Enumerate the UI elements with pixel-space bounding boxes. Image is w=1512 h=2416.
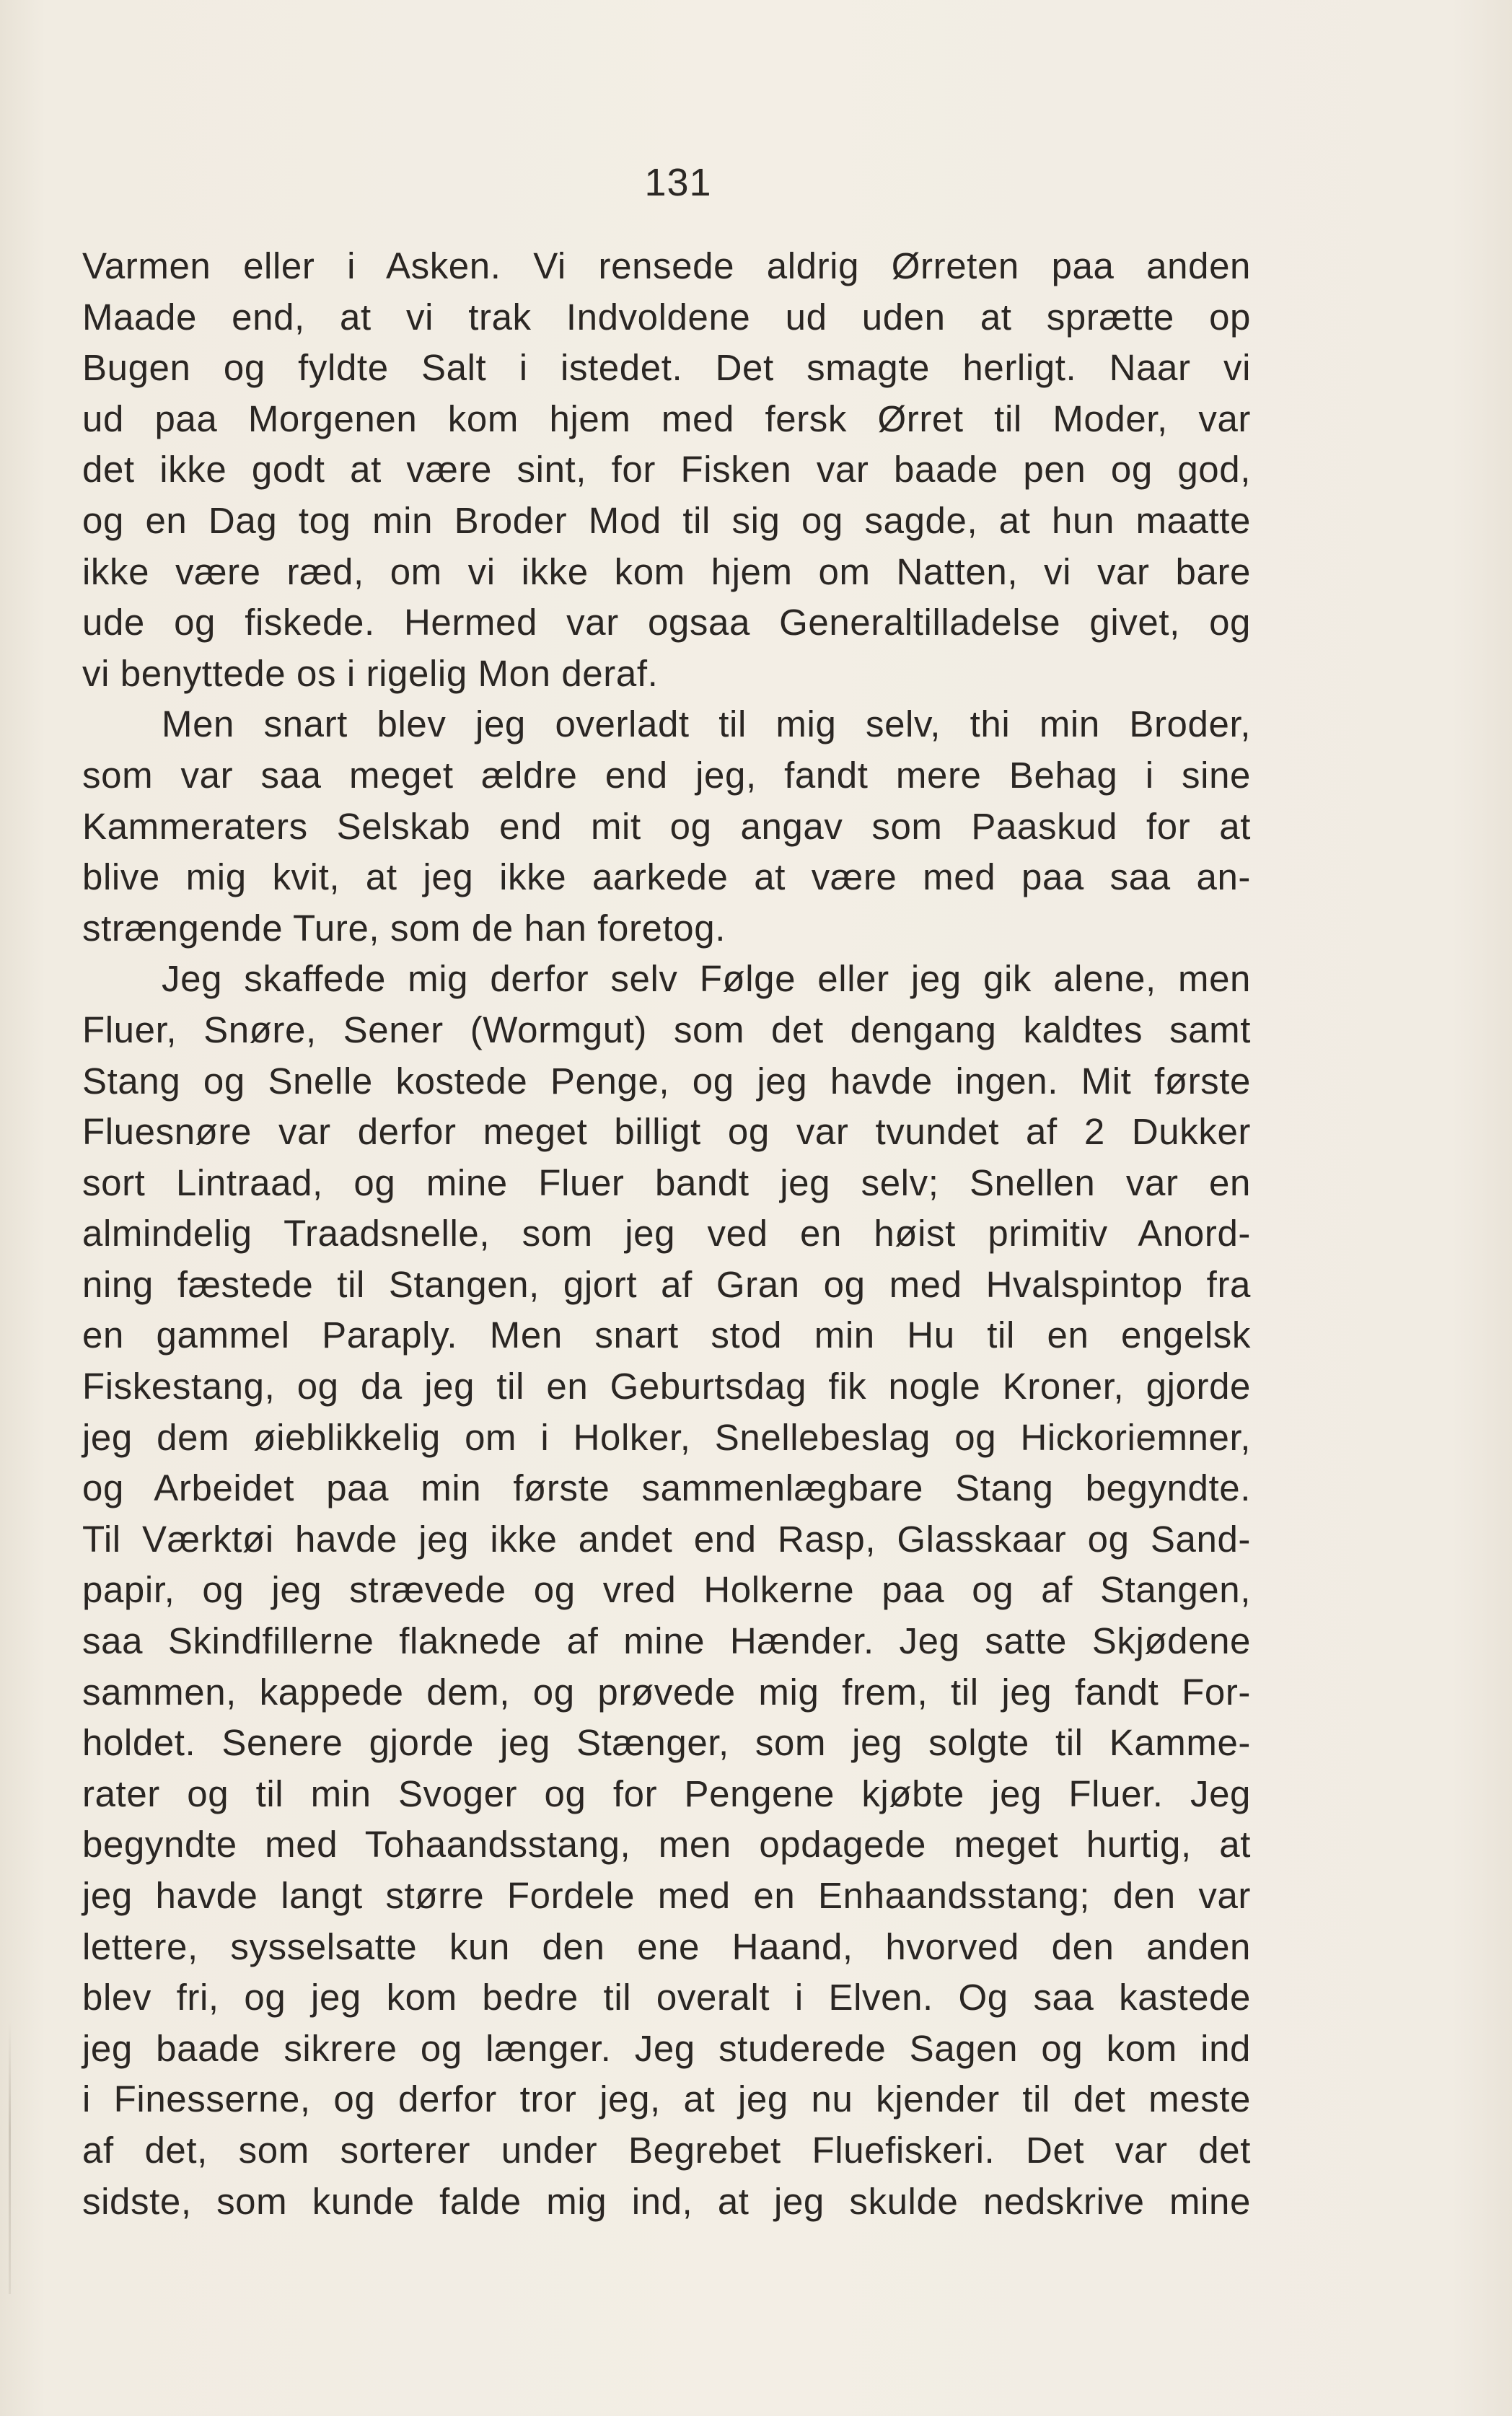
text-line: ude og fiskede. Hermed var ogsaa Generaltilladelse givet, og	[82, 602, 1251, 643]
text-line: blev fri, og jeg kom bedre til overalt i Elven. Og saa kastede	[82, 1977, 1251, 2019]
text-line: Til Værktøi havde jeg ikke andet end Rasp, Glasskaar og Sand-	[82, 1518, 1251, 1560]
text-line: sort Lintraad, og mine Fluer bandt jeg selv; Snellen var en	[82, 1161, 1251, 1203]
text-line: begyndte med Tohaandsstang, men opdagede meget hurtig, at	[82, 1824, 1251, 1866]
text-line: Maade end, at vi trak Indvoldene ud uden at sprætte op	[82, 296, 1251, 338]
text-line: strængende Ture, som de han foretog.	[82, 907, 726, 949]
text-line: holdet. Senere gjorde jeg Stænger, som jeg solgte til Kamme-	[82, 1722, 1251, 1764]
text-line: som var saa meget ældre end jeg, fandt mere Behag i sine	[82, 754, 1251, 796]
text-line: jeg baade sikrere og længer. Jeg studerede Sagen og kom ind	[82, 2027, 1251, 2069]
text-line: lettere, sysselsatte kun den ene Haand, hvorved den anden	[82, 1925, 1251, 1967]
text-line: vi benyttede os i rigelig Mon deraf.	[82, 652, 659, 694]
text-line: Varmen eller i Asken. Vi rensede aldrig Ørreten paa anden	[82, 245, 1251, 286]
text-line: Men snart blev jeg overladt til mig selv, thi min Broder,	[162, 703, 1251, 745]
text-line: en gammel Paraply. Men snart stod min Hu til en engelsk	[82, 1314, 1251, 1356]
text-line: rater og til min Svoger og for Pengene kjøbte jeg Fluer. Jeg	[82, 1773, 1251, 1814]
text-line: Stang og Snelle kostede Penge, og jeg havde ingen. Mit første	[82, 1060, 1251, 1102]
page-number: 131	[644, 161, 712, 204]
text-line: Fluer, Snøre, Sener (Wormgut) som det dengang kaldtes samt	[82, 1009, 1251, 1050]
text-line: blive mig kvit, at jeg ikke aarkede at være med paa saa an-	[82, 856, 1251, 898]
text-line: papir, og jeg strævede og vred Holkerne paa og af Stangen,	[82, 1569, 1251, 1611]
body-text	[82, 241, 1251, 2227]
text-line: af det, som sorterer under Begrebet Fluefiskeri. Det var det	[82, 2129, 1251, 2171]
text-line: saa Skindfillerne flaknede af mine Hænder. Jeg satte Skjødene	[82, 1620, 1251, 1662]
text-line: jeg dem øieblikkelig om i Holker, Snellebeslag og Hickoriemner,	[82, 1416, 1251, 1458]
text-line: Fluesnøre var derfor meget billigt og var tvundet af 2 Dukker	[82, 1111, 1251, 1153]
text-line: og en Dag tog min Broder Mod til sig og sagde, at hun maatte	[82, 499, 1251, 541]
text-line: almindelig Traadsnelle, som jeg ved en høist primitiv Anord-	[82, 1213, 1251, 1255]
text-line: Bugen og fyldte Salt i istedet. Det smagte herligt. Naar vi	[82, 347, 1251, 389]
text-line: jeg havde langt større Fordele med en Enhaandsstang; den var	[82, 1875, 1251, 1916]
text-line: sammen, kappede dem, og prøvede mig frem, til jeg fandt For-	[82, 1671, 1251, 1713]
text-line: Jeg skaffede mig derfor selv Følge eller jeg gik alene, men	[162, 958, 1251, 1000]
text-line: ud paa Morgenen kom hjem med fersk Ørret til Moder, var	[82, 397, 1251, 439]
text-line: ning fæstede til Stangen, gjort af Gran og med Hvalspintop fra	[82, 1263, 1251, 1305]
text-line: ikke være ræd, om vi ikke kom hjem om Natten, vi var bare	[82, 550, 1251, 592]
text-line: i Finesserne, og derfor tror jeg, at jeg nu kjender til det meste	[82, 2078, 1251, 2120]
text-line: og Arbeidet paa min første sammenlægbare Stang begyndte.	[82, 1467, 1251, 1509]
text-line: Kammeraters Selskab end mit og angav som Paaskud for at	[82, 805, 1251, 847]
page-edge-shadow	[9, 2020, 11, 2294]
text-line: Fiskestang, og da jeg til en Geburtsdag fik nogle Kroner, gjorde	[82, 1366, 1251, 1407]
text-line: det ikke godt at være sint, for Fisken var baade pen og god,	[82, 449, 1251, 491]
text-line: sidste, som kunde falde mig ind, at jeg skulde nedskrive mine	[82, 2180, 1251, 2222]
